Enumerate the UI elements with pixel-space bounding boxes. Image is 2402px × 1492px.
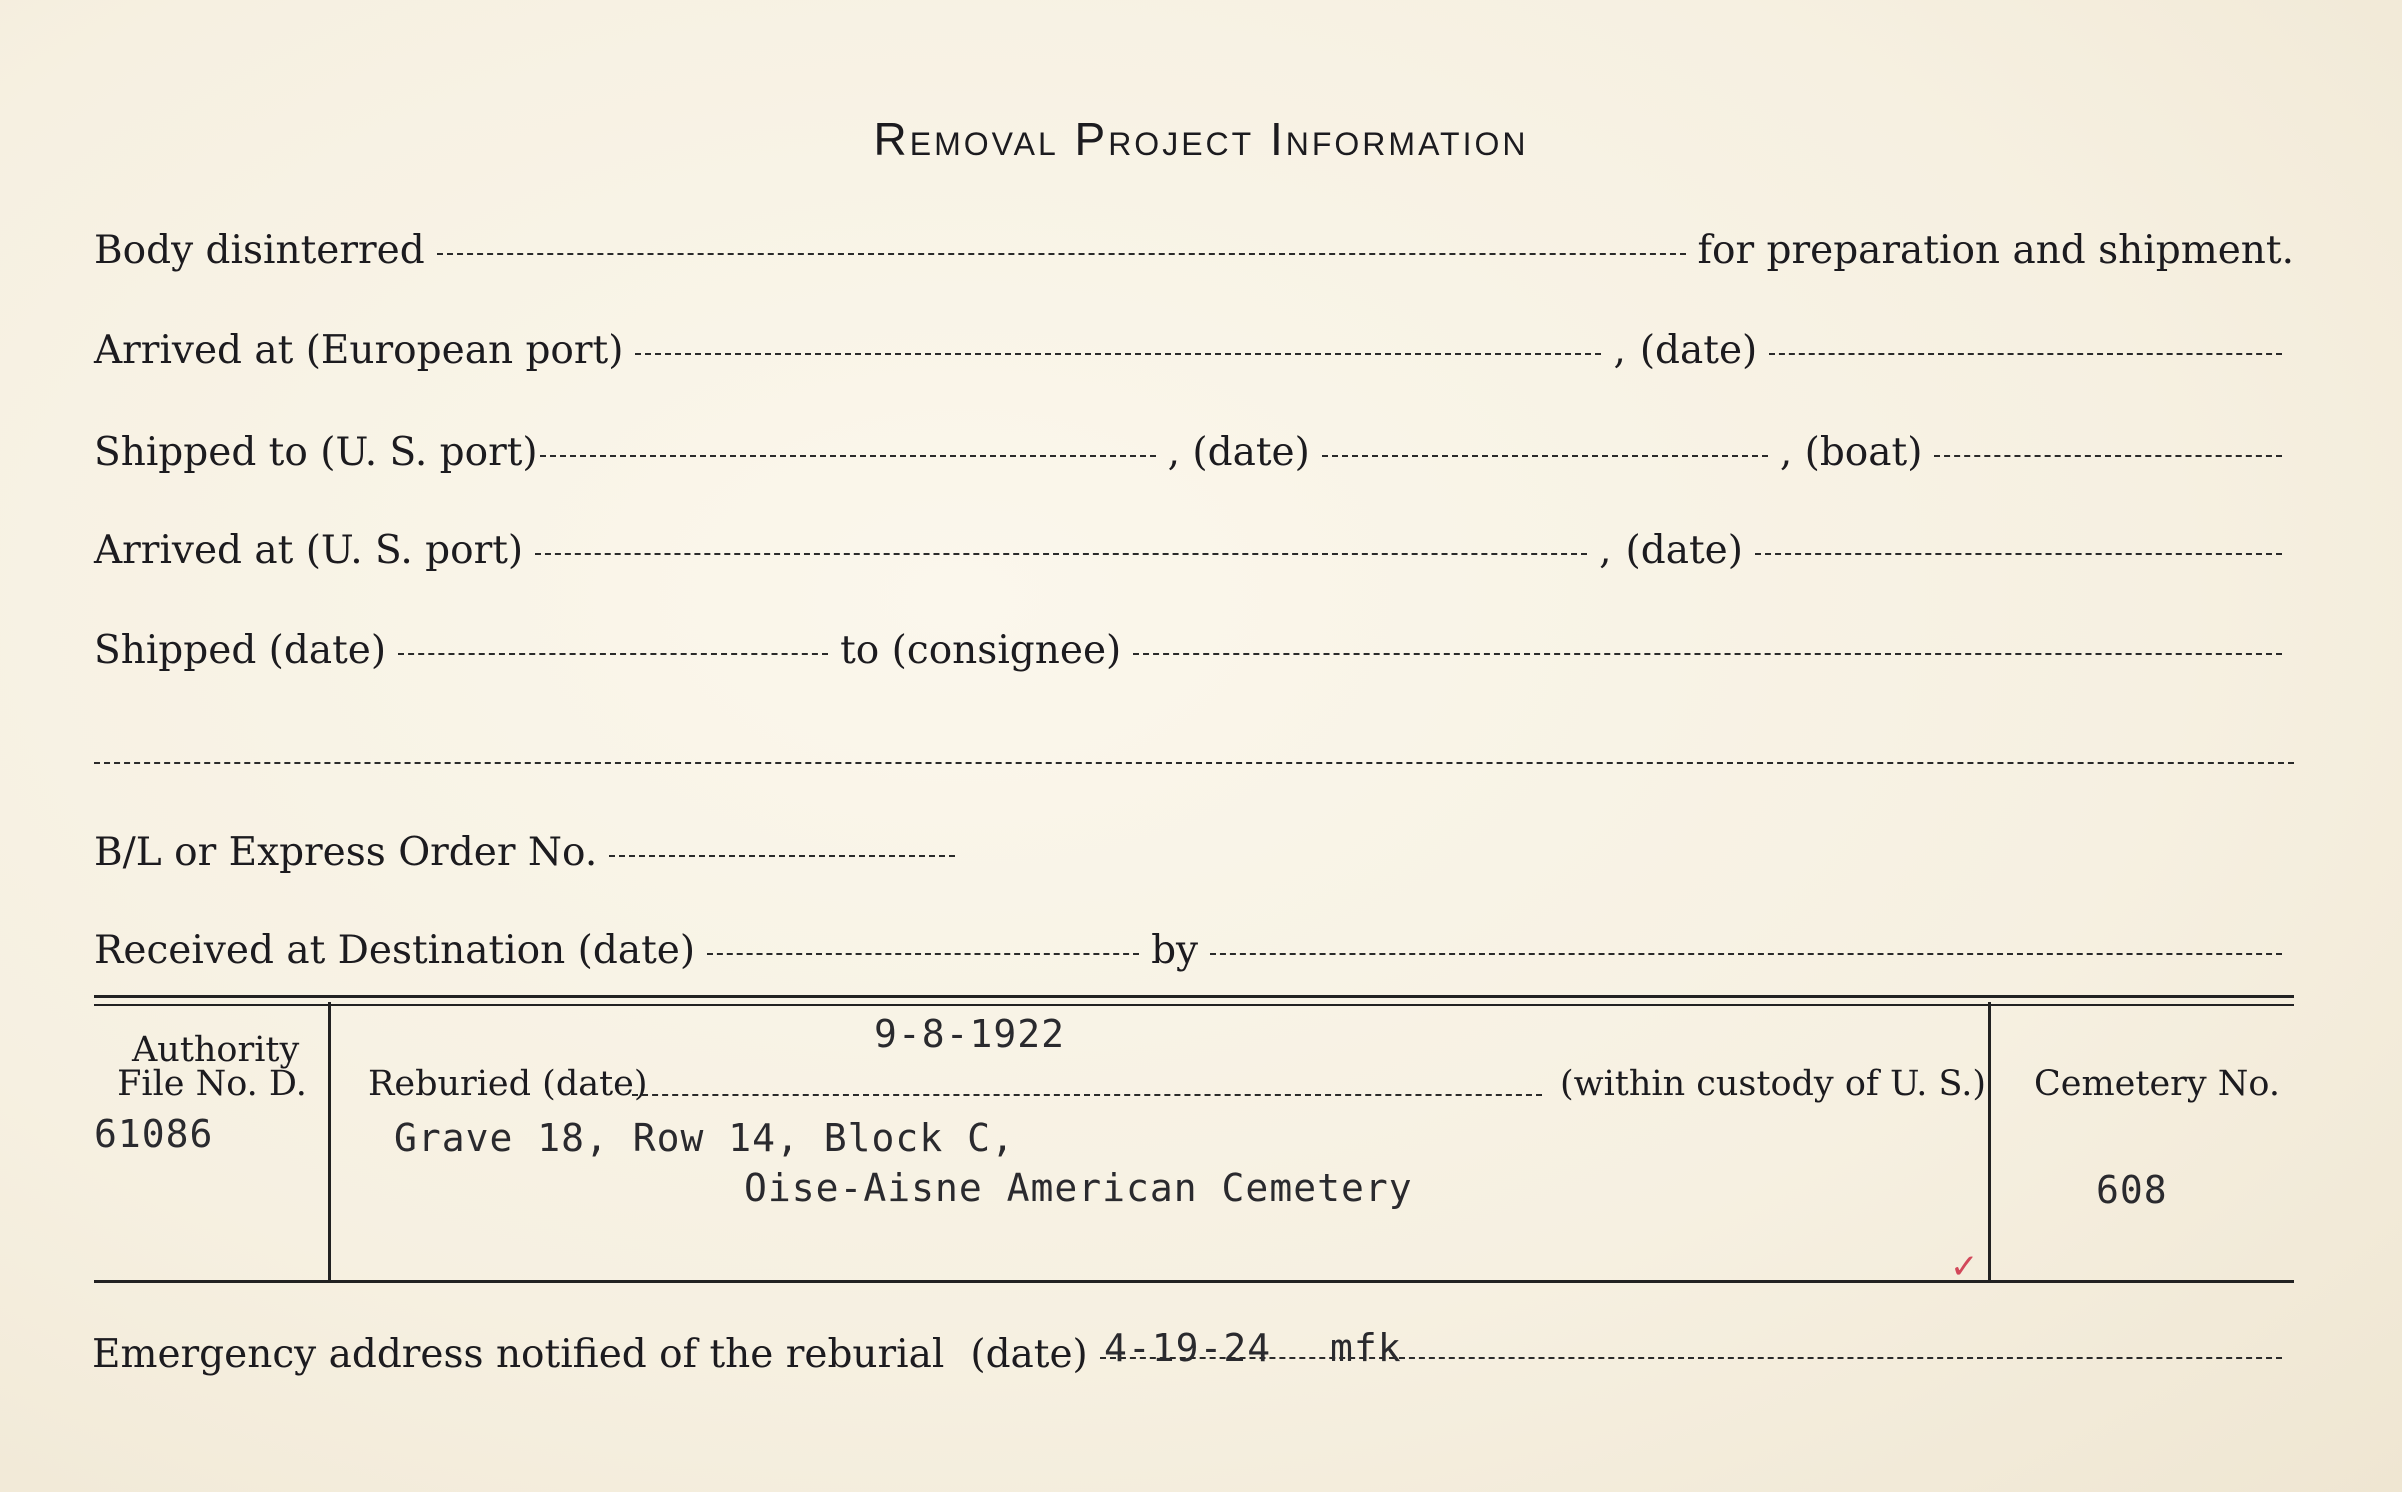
received-by-field <box>1210 953 2282 955</box>
arrived-european-date-field <box>1769 353 2282 355</box>
authority-label: Authority <box>132 1030 300 1070</box>
shipped-date-line <box>94 628 2294 673</box>
shipped-us-date-field <box>1322 455 1768 457</box>
arrived-european-port-field <box>635 353 1601 355</box>
received-by-label: by <box>1151 928 1199 973</box>
emergency-date-field <box>1100 1357 2282 1359</box>
custody-label: (within custody of U. S.) <box>1560 1064 1987 1104</box>
bl-order-field <box>609 855 955 857</box>
shipped-us-line <box>94 430 2294 475</box>
shipped-us-port-field <box>540 455 1156 457</box>
received-line <box>94 928 2294 973</box>
arrived-european-date-label: (date) <box>1639 328 1758 373</box>
arrived-us-date-field <box>1755 553 2282 555</box>
grave-location-line-1: Grave 18, Row 14, Block C, <box>394 1116 1015 1160</box>
emergency-initials: mfk <box>1330 1326 1402 1370</box>
arrived-us-label: Arrived at (U. S. port) <box>94 528 524 573</box>
consignee-continuation-field <box>94 762 2294 764</box>
check-mark-icon: ✓ <box>1950 1247 1979 1287</box>
column-divider-left <box>328 1002 331 1280</box>
column-divider-right <box>1988 1002 1991 1280</box>
consignee-field <box>1133 653 2282 655</box>
shipped-us-boat-label: , (boat) <box>1779 430 1923 475</box>
section-top-rule <box>94 995 2294 1006</box>
bl-order-line <box>94 830 2294 875</box>
arrived-european-comma: , <box>1613 328 1626 373</box>
form-title: Removal Project Information <box>873 113 1529 165</box>
received-label: Received at Destination (date) <box>94 928 696 973</box>
arrived-us-line <box>94 528 2294 573</box>
arrived-european-label: Arrived at (European port) <box>94 328 624 373</box>
emergency-date-label: (date) <box>970 1332 1088 1377</box>
cemetery-number-label: Cemetery No. <box>2034 1064 2281 1104</box>
arrived-us-date-label: (date) <box>1625 528 1743 573</box>
shipped-us-date-label: , (date) <box>1167 430 1310 475</box>
body-disinterred-field <box>437 253 1686 255</box>
file-number-value: 61086 <box>94 1112 214 1156</box>
consignee-label: to (consignee) <box>840 628 1122 673</box>
cemetery-number-value: 608 <box>2096 1168 2168 1212</box>
shipped-us-boat-field <box>1934 455 2282 457</box>
received-date-field <box>707 953 1139 955</box>
emergency-label: Emergency address notified of the reburial <box>92 1332 945 1377</box>
body-disinterred-line <box>94 228 2294 273</box>
section-bottom-rule <box>94 1280 2294 1283</box>
reburied-date-value: 9-8-1922 <box>874 1012 1066 1056</box>
body-disinterred-suffix: for preparation and shipment. <box>1697 228 2294 273</box>
shipped-us-label: Shipped to (U. S. port) <box>94 430 538 475</box>
emergency-date-value: 4-19-24 <box>1104 1326 1272 1370</box>
arrived-european-line <box>94 328 2294 373</box>
bl-order-label: B/L or Express Order No. <box>94 830 598 875</box>
grave-location-line-2: Oise-Aisne American Cemetery <box>744 1166 1413 1210</box>
arrived-us-comma: , <box>1599 528 1612 573</box>
arrived-us-port-field <box>535 553 1587 555</box>
shipped-date-field <box>398 653 828 655</box>
reburied-date-field <box>632 1094 1542 1096</box>
body-disinterred-label: Body disinterred <box>94 228 425 273</box>
file-number-label: File No. D. <box>117 1064 307 1104</box>
shipped-date-label: Shipped (date) <box>94 628 387 673</box>
reburied-label: Reburied (date) <box>368 1064 648 1104</box>
